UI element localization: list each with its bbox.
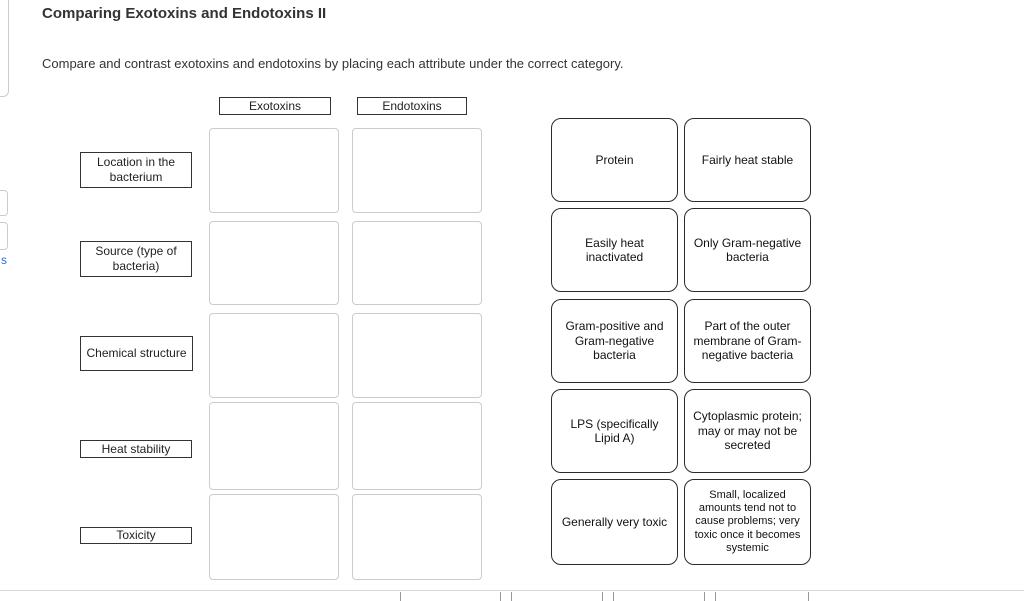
cutoff-fragment — [602, 592, 603, 601]
attribute-card-label: Part of the outer membrane of Gram-negative bacteria — [693, 319, 802, 363]
attribute-card[interactable] — [684, 118, 811, 202]
bottom-divider — [0, 590, 1024, 591]
attribute-card-label: LPS (specifically Lipid A) — [570, 416, 659, 445]
drop-zone-endotoxins-location[interactable] — [352, 128, 482, 213]
sidebar-fragment-text: s — [1, 253, 7, 267]
attribute-card-label: Easily heat inactivated — [585, 235, 644, 264]
row-label-toxicity: Toxicity — [80, 527, 192, 544]
attribute-card-label: Only Gram-negative bacteria — [693, 235, 802, 264]
drop-zone-exotoxins-location[interactable] — [209, 128, 339, 213]
column-header-endotoxins: Endotoxins — [357, 97, 467, 115]
drop-zone-exotoxins-chemical[interactable] — [209, 313, 339, 398]
drop-zone-endotoxins-heat[interactable] — [352, 402, 482, 490]
attribute-card[interactable] — [684, 479, 811, 565]
drop-zone-exotoxins-heat[interactable] — [209, 402, 339, 490]
attribute-card[interactable] — [551, 208, 678, 292]
cutoff-fragment — [613, 592, 614, 601]
drop-zone-exotoxins-toxicity[interactable] — [209, 494, 339, 580]
cutoff-fragment — [400, 592, 401, 601]
cutoff-fragment — [511, 592, 512, 601]
sidebar-fragment-box — [0, 222, 8, 250]
row-label-source: Source (type of bacteria) — [80, 241, 192, 277]
drop-zone-endotoxins-source[interactable] — [352, 221, 482, 305]
row-label-location: Location in the bacterium — [80, 152, 192, 188]
attribute-card-label: Small, localized amounts tend not to cause problems; very toxic once it becomes systemic — [694, 489, 801, 554]
cutoff-fragment — [715, 592, 716, 601]
attribute-card-label: Protein — [595, 152, 634, 167]
attribute-card[interactable] — [551, 389, 678, 473]
drop-zone-exotoxins-source[interactable] — [209, 221, 339, 305]
attribute-card[interactable] — [551, 299, 678, 383]
sidebar-fragment-box — [0, 190, 8, 216]
row-label-chemical-structure: Chemical structure — [80, 336, 193, 371]
column-header-exotoxins: Exotoxins — [219, 97, 331, 115]
attribute-card-label: Fairly heat stable — [701, 152, 794, 167]
attribute-card-label: Gram-positive and Gram-negative bacteria — [565, 319, 664, 363]
instructions-text: Compare and contrast exotoxins and endotoxins by placing each attribute under the correct category. — [42, 56, 624, 71]
attribute-card[interactable] — [684, 299, 811, 383]
row-label-heat-stability: Heat stability — [80, 440, 192, 458]
attribute-card[interactable] — [551, 479, 678, 565]
drop-zone-endotoxins-toxicity[interactable] — [352, 494, 482, 580]
cutoff-fragment — [704, 592, 705, 601]
sidebar-fragment-box — [0, 0, 9, 97]
attribute-card[interactable] — [551, 118, 678, 202]
drop-zone-endotoxins-chemical[interactable] — [352, 313, 482, 398]
attribute-card[interactable] — [684, 208, 811, 292]
attribute-card-label: Generally very toxic — [561, 514, 668, 529]
cutoff-fragment — [500, 592, 501, 601]
attribute-card[interactable] — [684, 389, 811, 473]
cutoff-fragment — [808, 592, 809, 601]
page-title: Comparing Exotoxins and Endotoxins II — [42, 5, 327, 22]
attribute-card-label: Cytoplasmic protein; may or may not be secreted — [693, 409, 802, 453]
